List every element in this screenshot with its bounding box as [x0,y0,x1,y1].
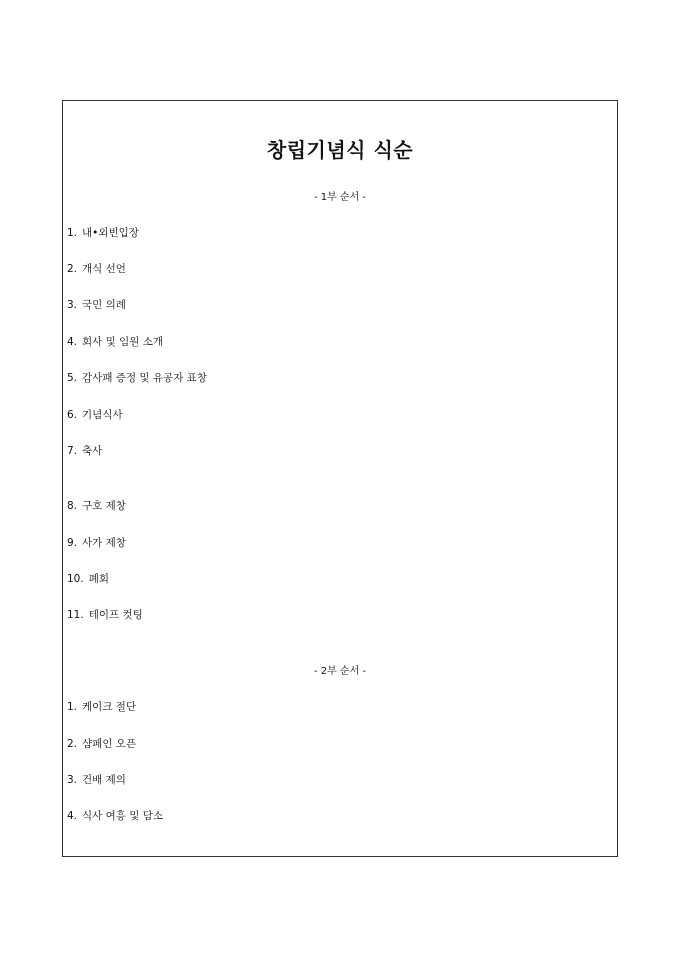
item-text: 건배 제의 [82,774,126,786]
item-text: 내•외빈입장 [82,227,139,239]
list-item [67,261,126,276]
item-number: 10. [67,573,84,585]
list-item [67,607,143,622]
item-number: 3. [67,299,78,311]
item-number: 11. [67,609,84,621]
list-item [67,772,126,787]
item-text: 기념식사 [82,409,123,421]
list-item [67,808,163,823]
list-item [67,699,136,714]
item-number: 2. [67,738,78,750]
item-number: 4. [67,810,78,822]
item-text: 개식 선언 [82,263,126,275]
list-item [67,498,126,513]
document-title: 창립기념식 식순 [266,138,414,162]
item-number: 9. [67,537,78,549]
list-item [67,407,123,422]
item-text: 감사패 증정 및 유공자 표창 [82,372,207,384]
item-text: 사가 제창 [82,537,126,549]
item-text: 식사 여흥 및 담소 [82,810,164,822]
item-number: 5. [67,372,78,384]
item-text: 샴페인 오픈 [82,738,137,750]
list-item [67,225,139,240]
item-number: 1. [67,227,78,239]
list-item [67,535,126,550]
list-item [67,571,109,586]
item-text: 축사 [82,445,103,457]
item-text: 케이크 절단 [82,701,137,713]
item-number: 7. [67,445,78,457]
item-text: 테이프 컷팅 [88,609,143,621]
list-item [67,443,102,458]
item-number: 4. [67,336,78,348]
item-text: 국민 의례 [82,299,126,311]
list-item [67,370,207,385]
item-text: 폐회 [88,573,109,585]
part2-heading: - 2부 순서 - [313,666,367,677]
list-item [67,297,126,312]
item-number: 1. [67,701,78,713]
item-number: 6. [67,409,78,421]
list-item [67,334,163,349]
item-number: 2. [67,263,78,275]
document-frame [62,100,618,857]
item-number: 3. [67,774,78,786]
part1-heading: - 1부 순서 - [313,192,367,203]
item-text: 구호 제창 [82,500,126,512]
list-item [67,736,136,751]
item-text: 회사 및 임원 소개 [82,336,164,348]
item-number: 8. [67,500,78,512]
